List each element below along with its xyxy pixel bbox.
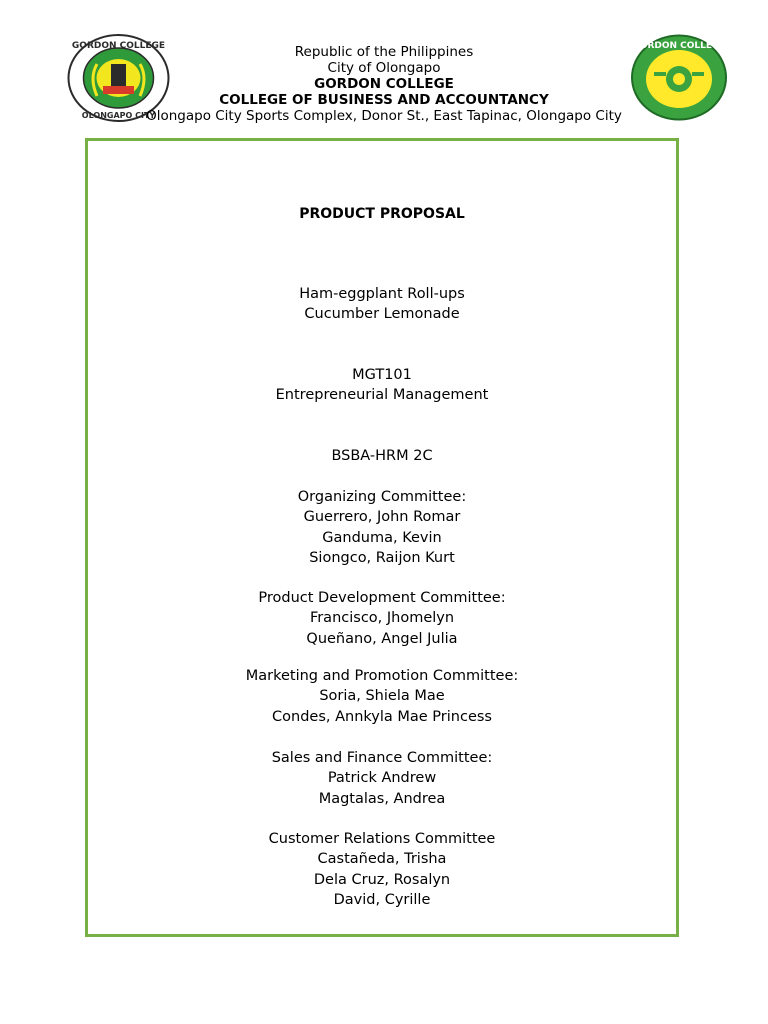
committee-customer-relations xyxy=(88,829,676,910)
college-name: GORDON COLLEGE xyxy=(314,76,454,92)
committee-member: Guerrero, John Romar xyxy=(303,509,461,526)
svg-text:GORDON COLLEGE: GORDON COLLEGE xyxy=(632,41,726,51)
college-of-business-seal-logo xyxy=(630,34,728,121)
committee-member: Francisco, Jhomelyn xyxy=(309,610,455,627)
committee-member: Dela Cruz, Rosalyn xyxy=(313,871,451,888)
city-line: City of Olongapo xyxy=(327,60,441,76)
svg-text:OLONGAPO CITY: OLONGAPO CITY xyxy=(81,111,156,120)
svg-text:GORDON COLLEGE: GORDON COLLEGE xyxy=(71,41,166,51)
committee-title: Customer Relations Committee xyxy=(268,831,496,847)
committee-product-development xyxy=(88,588,676,649)
course-info xyxy=(88,365,676,406)
committee-member: Patrick Andrew xyxy=(327,770,437,787)
committee-title: Organizing Committee: xyxy=(297,489,467,505)
section xyxy=(88,446,676,466)
product-name: Ham-eggplant Roll-ups xyxy=(299,286,465,302)
committee-member: Ganduma, Kevin xyxy=(322,529,442,546)
republic-line: Republic of the Philippines xyxy=(294,44,474,60)
committee-member: Queñano, Angel Julia xyxy=(306,630,458,647)
committee-member: Castañeda, Trisha xyxy=(317,851,447,868)
committee-organizing xyxy=(88,487,676,568)
committee-title: Sales and Finance Committee: xyxy=(271,750,493,766)
committee-marketing xyxy=(88,666,676,727)
course-code: MGT101 xyxy=(352,367,412,383)
section-name: BSBA-HRM 2C xyxy=(331,448,433,464)
committee-member: Siongco, Raijon Kurt xyxy=(309,549,455,566)
product-name: Cucumber Lemonade xyxy=(304,306,460,323)
committee-member: Soria, Shiela Mae xyxy=(319,688,445,705)
cover-frame xyxy=(85,138,679,937)
committee-sales-finance xyxy=(88,748,676,809)
letterhead xyxy=(140,44,628,124)
product-list xyxy=(88,284,676,325)
committee-title: Marketing and Promotion Committee: xyxy=(245,668,519,684)
course-name: Entrepreneurial Management xyxy=(275,387,489,404)
committee-title: Product Development Committee: xyxy=(258,590,506,606)
address-line: Olongapo City Sports Complex, Donor St., East Tapinac, Olongapo City xyxy=(146,108,622,124)
department-name: COLLEGE OF BUSINESS AND ACCOUNTANCY xyxy=(219,92,549,108)
page-title: PRODUCT PROPOSAL xyxy=(299,206,465,222)
committee-member: Magtalas, Andrea xyxy=(318,790,446,807)
committee-member: David, Cyrille xyxy=(333,891,431,908)
committee-member: Condes, Annkyla Mae Princess xyxy=(272,708,492,725)
